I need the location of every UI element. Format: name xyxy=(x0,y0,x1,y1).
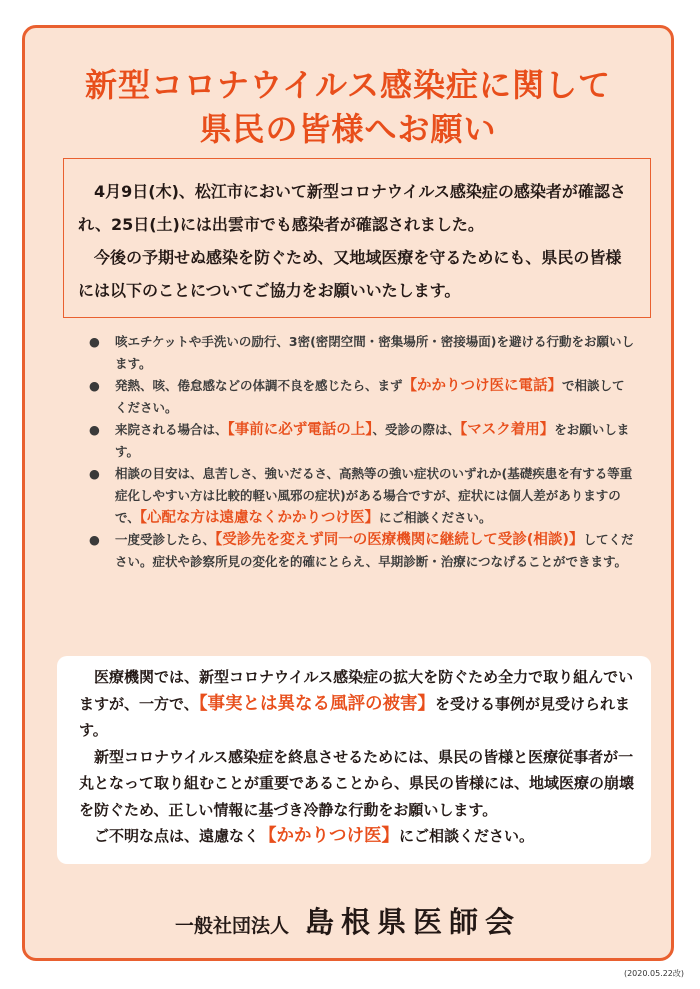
highlight-text: 【かかりつけ医に電話】 xyxy=(402,378,563,394)
bullet-icon: ● xyxy=(89,334,100,349)
item-text: してください。症状や診察所見の変化を的確にとらえ、早期診断・治療につなげることができます。 xyxy=(115,532,634,569)
list-item xyxy=(87,529,635,573)
notice-paragraph-3 xyxy=(79,823,635,850)
bullet-icon: ● xyxy=(89,422,100,437)
notice-text: 医療機関では、新型コロナウイルス感染症の拡大を防ぐため全力で取り組んでいますが、一方で、 xyxy=(79,668,634,713)
title-line-2: 県民の皆様へお願い xyxy=(199,110,497,148)
item-text: にご相談ください。 xyxy=(379,510,492,525)
list-item xyxy=(87,463,635,529)
bullet-icon: ● xyxy=(89,378,100,393)
item-text: 、受診の際は、 xyxy=(372,422,461,437)
highlight-text: 【心配な方は遠慮なくかかりつけ医】 xyxy=(139,510,380,526)
notice-paragraph-1 xyxy=(79,664,635,744)
intro-box xyxy=(63,158,651,318)
organization-signature xyxy=(25,900,671,941)
poster-frame xyxy=(22,25,674,961)
list-item xyxy=(87,331,635,375)
list-item xyxy=(87,419,635,463)
notice-paragraph-2: 新型コロナウイルス感染症を終息させるためには、県民の皆様と医療従事者が一丸となって取り組むことが重要であることから、県民の皆様には、地域医療の崩壊を防ぐため、正しい情報に基づき冷静な行動をお願いします。 xyxy=(79,747,635,819)
highlight-text: 【マスク着用】 xyxy=(460,422,555,438)
item-text: 一度受診したら、 xyxy=(115,532,216,547)
item-text: をお願いします。 xyxy=(115,422,630,459)
item-text: で相談してください。 xyxy=(115,378,625,415)
item-text: 発熱、咳、倦怠感などの体調不良を感じたら、まず xyxy=(115,378,403,393)
title-line-1: 新型コロナウイルス感染症に関して xyxy=(84,66,612,104)
notice-box xyxy=(57,656,651,864)
notice-text: ご不明な点は、遠慮なく xyxy=(94,827,260,845)
notice-text: にご相談ください。 xyxy=(399,827,535,845)
organization-name: 島根県医師会 xyxy=(305,905,522,939)
bullet-icon: ● xyxy=(89,532,100,547)
highlight-text: 【受診先を変えず同一の医療機関に継続して受診(相談)】 xyxy=(215,532,584,548)
highlight-text: 【かかりつけ医】 xyxy=(259,826,400,846)
item-text: 咳エチケットや手洗いの励行、3密(密閉空間・密集場所・密接場面)を避ける行動をお願いします。 xyxy=(115,334,635,371)
intro-paragraph-1: 4月9日(木)、松江市において新型コロナウイルス感染症の感染者が確認され、25日(土)には出雲市でも感染者が確認されました。 xyxy=(78,182,626,234)
bullet-icon: ● xyxy=(89,466,100,481)
notice-text: を受ける事例が見受けられます。 xyxy=(79,694,630,739)
revision-date: (2020.05.22改) xyxy=(623,969,684,978)
highlight-text: 【事前に必ず電話の上】 xyxy=(227,422,373,438)
highlight-text: 【事実とは異なる風評の被害】 xyxy=(198,693,435,714)
request-list xyxy=(87,331,635,573)
item-text: 相談の目安は、息苦しさ、強いだるさ、高熱等の強い症状のいずれか(基礎疾患を有する等重症化しやすい方は比較的軽い風邪の症状)がある場合ですが、症状には個人差がありますので、 xyxy=(115,466,633,525)
intro-paragraph-2: 今後の予期せぬ感染を防ぐため、又地域医療を守るためにも、県民の皆様には以下のことについてご協力をお願いいたします。 xyxy=(78,248,622,300)
list-item xyxy=(87,375,635,419)
organization-prefix: 一般社団法人 xyxy=(174,915,289,937)
item-text: 来院される場合は、 xyxy=(115,422,228,437)
